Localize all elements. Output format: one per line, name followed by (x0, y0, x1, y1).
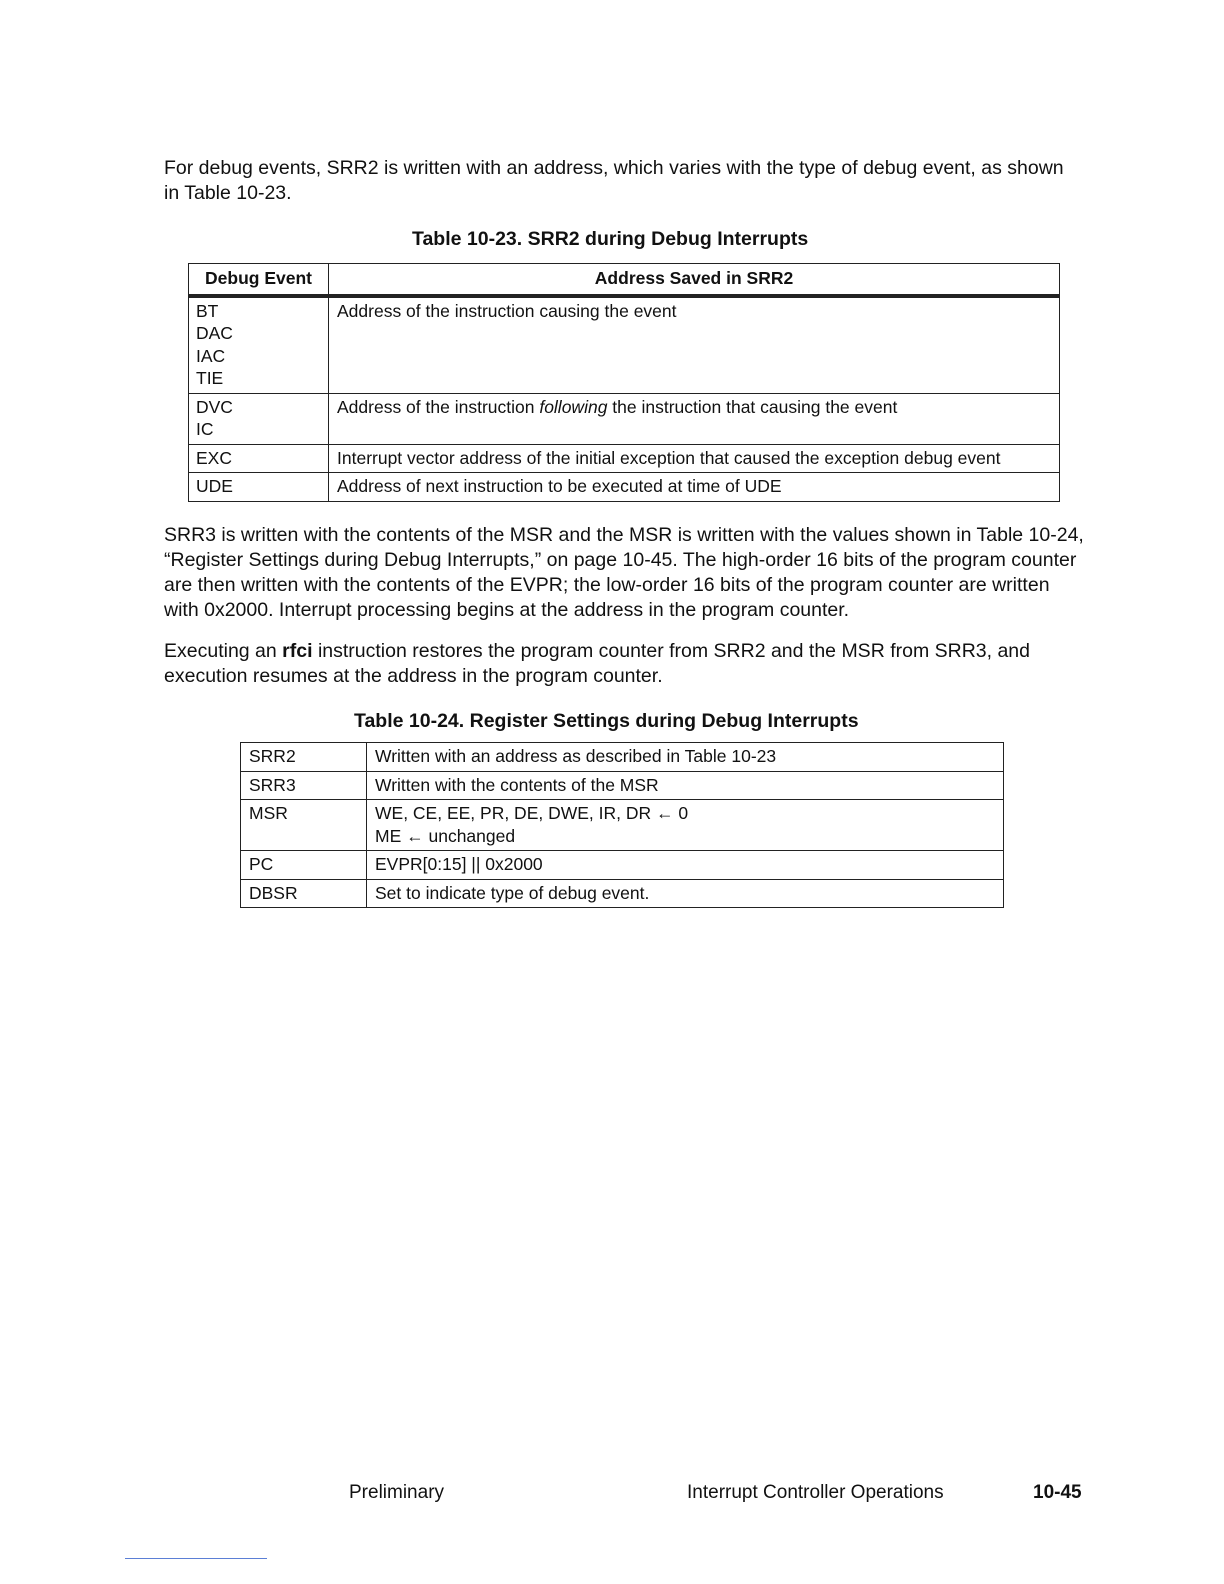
setting-cell: EVPR[0:15] || 0x2000 (367, 851, 1004, 880)
debug-event-exc: EXC (189, 444, 329, 473)
setting-line: WE, CE, EE, PR, DE, DWE, IR, DR ← 0 (375, 803, 689, 823)
setting-cell: Written with the contents of the MSR (367, 771, 1004, 800)
rfci-text: instruction restores the program counter from SRR2 and the MSR from SRR3, and execution resumes at the address in the program counter. (164, 640, 1030, 687)
address-cell: Address of next instruction to be executed at time of UDE (329, 473, 1060, 502)
debug-event-dac: DAC (196, 323, 233, 343)
register-dbsr: DBSR (241, 879, 367, 908)
setting-cell (367, 800, 1004, 851)
register-pc: PC (241, 851, 367, 880)
footer-status: Preliminary (349, 1482, 445, 1503)
address-cell: Interrupt vector address of the initial exception that caused the exception debug event (329, 444, 1060, 473)
setting-cell: Set to indicate type of debug event. (367, 879, 1004, 908)
address-text: Address of the instruction (337, 396, 540, 417)
page-number: 10-45 (1033, 1482, 1082, 1503)
debug-event-cell (189, 393, 329, 444)
page-edge-line (125, 1558, 267, 1559)
setting-cell: Written with an address as described in Table 10-23 (367, 743, 1004, 772)
table-23 (188, 263, 1060, 502)
table-24 (240, 742, 1004, 908)
table-row (241, 771, 1004, 800)
table-row (189, 393, 1060, 444)
setting-line: ME ← unchanged (375, 825, 516, 846)
rfci-text: Executing an (164, 640, 283, 662)
debug-event-ic: IC (196, 419, 214, 439)
table-row (241, 879, 1004, 908)
table-23-header-debug-event: Debug Event (189, 264, 329, 296)
debug-event-ude: UDE (189, 473, 329, 502)
table-row (241, 743, 1004, 772)
debug-event-iac: IAC (196, 345, 226, 366)
register-msr: MSR (241, 800, 367, 851)
register-srr2: SRR2 (241, 743, 367, 772)
debug-event-dvc: DVC (196, 396, 233, 417)
footer-section-title: Interrupt Controller Operations (687, 1482, 944, 1503)
table-24-caption: Table 10-24. Register Settings during Debug Interrupts (354, 710, 859, 732)
debug-event-tie: TIE (196, 368, 224, 388)
rfci-paragraph (164, 639, 1084, 689)
register-srr3: SRR3 (241, 771, 367, 800)
debug-event-cell (189, 296, 329, 394)
table-row (241, 851, 1004, 880)
table-row (241, 800, 1004, 851)
table-row (189, 444, 1060, 473)
table-row (189, 473, 1060, 502)
address-emphasis: following (539, 396, 608, 417)
rfci-instruction: rfci (282, 640, 313, 662)
intro-paragraph: For debug events, SRR2 is written with an address, which varies with the type of debug event, as shown in Table 10-23. (164, 157, 1064, 204)
table-23-header-address: Address Saved in SRR2 (329, 264, 1060, 296)
table-row (189, 296, 1060, 394)
debug-event-bt: BT (196, 300, 219, 321)
address-text: the instruction that causing the event (607, 396, 898, 417)
srr3-paragraph: SRR3 is written with the contents of the MSR and the MSR is written with the values shown in Table 10-24, “Register Settings during Debug Interrupts,” on page 10-45. The high-order 16 bits of the program counter are then written with the contents of the EVPR; the low-order 16 bits of the program counter are written with 0x2000. Interrupt processing begins at the address in the program counter. (164, 524, 1084, 621)
address-cell (329, 393, 1060, 444)
address-cell: Address of the instruction causing the event (329, 296, 1060, 394)
table-23-caption: Table 10-23. SRR2 during Debug Interrupts (412, 228, 809, 250)
